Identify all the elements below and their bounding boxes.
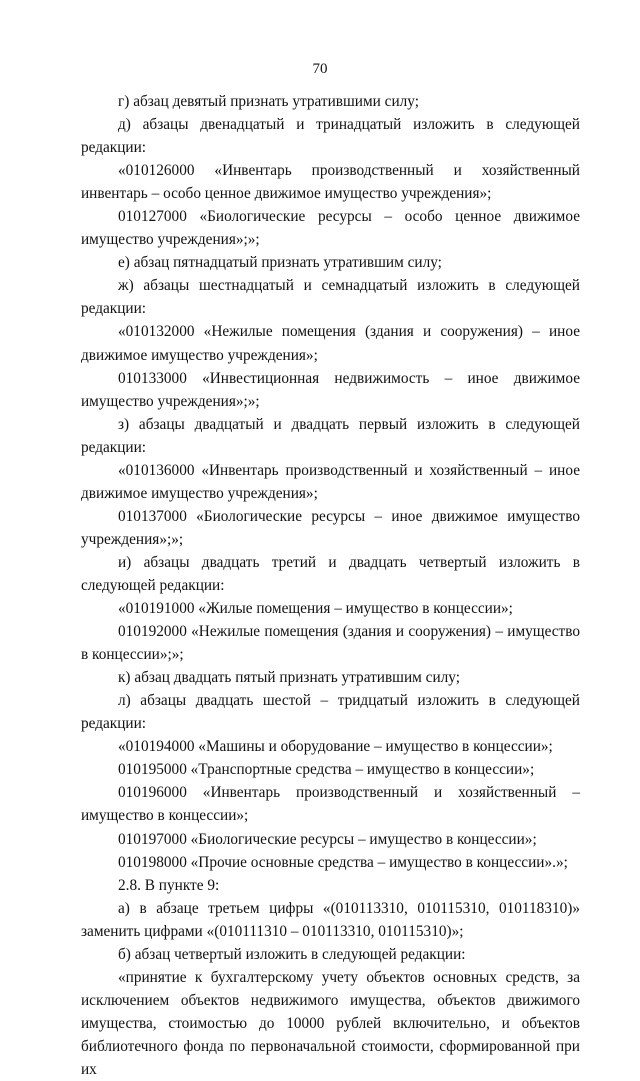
paragraph: «010191000 «Жилые помещения – имущество в концессии»; xyxy=(118,600,513,618)
paragraph: «010126000 «Инвентарь производственный и хозяйственный инвентарь – особо ценное движимое имущество учреждения»; xyxy=(81,162,580,203)
paragraph: д) абзацы двенадцатый и тринадцатый изложить в следующей редакции: xyxy=(81,116,580,157)
paragraph: «010132000 «Нежилые помещения (здания и сооружения) – иное движимое имущество учреждения»; xyxy=(81,323,580,364)
paragraph: 010133000 «Инвестиционная недвижимость – иное движимое имущество учреждения»;»; xyxy=(81,369,580,410)
paragraph: а) в абзаце третьем цифры «(010113310, 010115310, 010118310)» заменить цифрами «(010111310 – 010113310, 010115310)»; xyxy=(81,899,580,940)
paragraph: г) абзац девятый признать утратившими силу; xyxy=(118,93,419,110)
paragraph: к) абзац двадцать пятый признать утратившим силу; xyxy=(118,669,460,687)
paragraph: л) абзацы двадцать шестой – тридцатый изложить в следующей редакции: xyxy=(81,692,580,733)
paragraph: 010196000 «Инвентарь производственный и хозяйственный – имущество в концессии»; xyxy=(81,784,580,825)
paragraph: 010195000 «Транспортные средства – имущество в концессии»; xyxy=(118,761,535,779)
paragraph: 010127000 «Биологические ресурсы – особо ценное движимое имущество учреждения»;»; xyxy=(81,208,580,249)
paragraph: е) абзац пятнадцатый признать утратившим силу; xyxy=(118,254,442,272)
paragraph: б) абзац четвертый изложить в следующей редакции: xyxy=(118,945,466,963)
paragraph: «010136000 «Инвентарь производственный и хозяйственный – иное движимое имущество учреждения»; xyxy=(81,461,580,502)
paragraph: 2.8. В пункте 9: xyxy=(118,876,220,894)
paragraph: 010197000 «Биологические ресурсы – имущество в концессии»; xyxy=(118,830,537,848)
page-number: 70 xyxy=(312,61,328,77)
paragraph: «010194000 «Машины и оборудование – имущество в концессии»; xyxy=(118,738,553,756)
paragraph: 010192000 «Нежилые помещения (здания и сооружения) – имущество в концессии»;»; xyxy=(81,623,580,664)
paragraph: «принятие к бухгалтерскому учету объектов основных средств, за исключением объектов недвижимого имущества, объектов движимого имущества, стоимостью до 10000 рублей включительно, и объектов библиотечного фонда по первоначальной стоимости, сформированной при их xyxy=(81,968,580,1078)
paragraph: 010137000 «Биологические ресурсы – иное движимое имущество учреждения»;»; xyxy=(81,507,580,548)
document-body xyxy=(81,90,580,1081)
paragraph: з) абзацы двадцатый и двадцать первый изложить в следующей редакции: xyxy=(81,415,580,456)
paragraph: ж) абзацы шестнадцатый и семнадцатый изложить в следующей редакции: xyxy=(81,277,580,318)
paragraph: и) абзацы двадцать третий и двадцать четвертый изложить в следующей редакции: xyxy=(81,553,580,594)
paragraph: 010198000 «Прочие основные средства – имущество в концессии».»; xyxy=(118,853,568,871)
